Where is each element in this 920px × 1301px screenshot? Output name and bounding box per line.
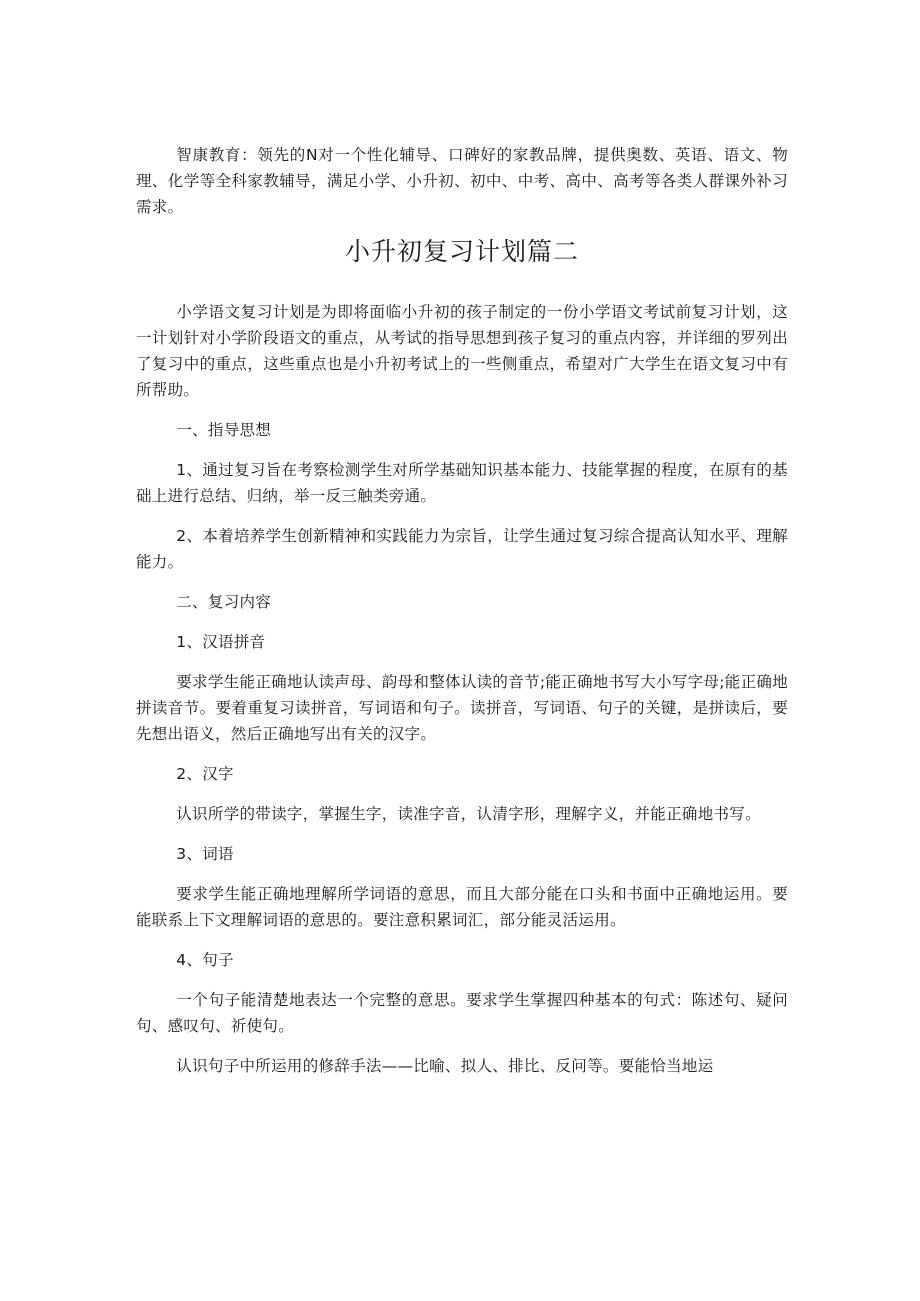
document-page bbox=[136, 142, 788, 1079]
section-heading-guiding-ideas: 一、指导思想 bbox=[176, 421, 272, 439]
paragraph-overview: 小学语文复习计划是为即将面临小升初的孩子制定的一份小学语文考试前复习计划，这一计划针对小学阶段语文的重点，从考试的指导思想到孩子复习的重点内容，并详细的罗列出了复习中的重点，这些重点也是小升初考试上的一些侧重点，希望对广大学生在语文复习中有所帮助。 bbox=[136, 303, 788, 399]
subheading-pinyin: 1、汉语拼音 bbox=[176, 633, 266, 651]
paragraph-characters: 认识所学的带读字，掌握生字，读准字音，认清字形，理解字义，并能正确地书写。 bbox=[176, 805, 761, 823]
paragraph-words: 要求学生能正确地理解所学词语的意思，而且大部分能在口头和书面中正确地运用。要能联系上下文理解词语的意思的。要注意积累词汇，部分能灵活运用。 bbox=[136, 885, 788, 929]
paragraph-sentences: 一个句子能清楚地表达一个完整的意思。要求学生掌握四种基本的句式：陈述句、疑问句、感叹句、祈使句。 bbox=[136, 991, 788, 1035]
paragraph-rhetoric: 认识句子中所运用的修辞手法——比喻、拟人、排比、反问等。要能恰当地运 bbox=[176, 1057, 714, 1075]
intro-paragraph: 智康教育：领先的N对一个性化辅导、口碑好的家教品牌，提供奥数、英语、语文、物理、化学等全科家教辅导，满足小学、小升初、初中、中考、高中、高考等各类人群课外补习需求。 bbox=[136, 146, 788, 216]
paragraph-guiding-2: 2、本着培养学生创新精神和实践能力为宗旨，让学生通过复习综合提高认知水平、理解能力。 bbox=[136, 527, 788, 571]
section-heading-review-content: 二、复习内容 bbox=[176, 593, 272, 611]
document-title: 小升初复习计划篇二 bbox=[344, 237, 579, 266]
paragraph-guiding-1: 1、通过复习旨在考察检测学生对所学基础知识基本能力、技能掌握的程度，在原有的基础上进行总结、归纳，举一反三触类旁通。 bbox=[136, 461, 788, 505]
subheading-sentences: 4、句子 bbox=[176, 951, 234, 969]
paragraph-pinyin: 要求学生能正确地认读声母、韵母和整体认读的音节;能正确地书写大小写字母;能正确地拼读音节。要着重复习读拼音，写词语和句子。读拼音，写词语、句子的关键，是拼读后，要先想出语义，然后正确地写出有关的汉字。 bbox=[136, 673, 788, 743]
subheading-words: 3、词语 bbox=[176, 845, 234, 863]
subheading-characters: 2、汉字 bbox=[176, 765, 234, 783]
